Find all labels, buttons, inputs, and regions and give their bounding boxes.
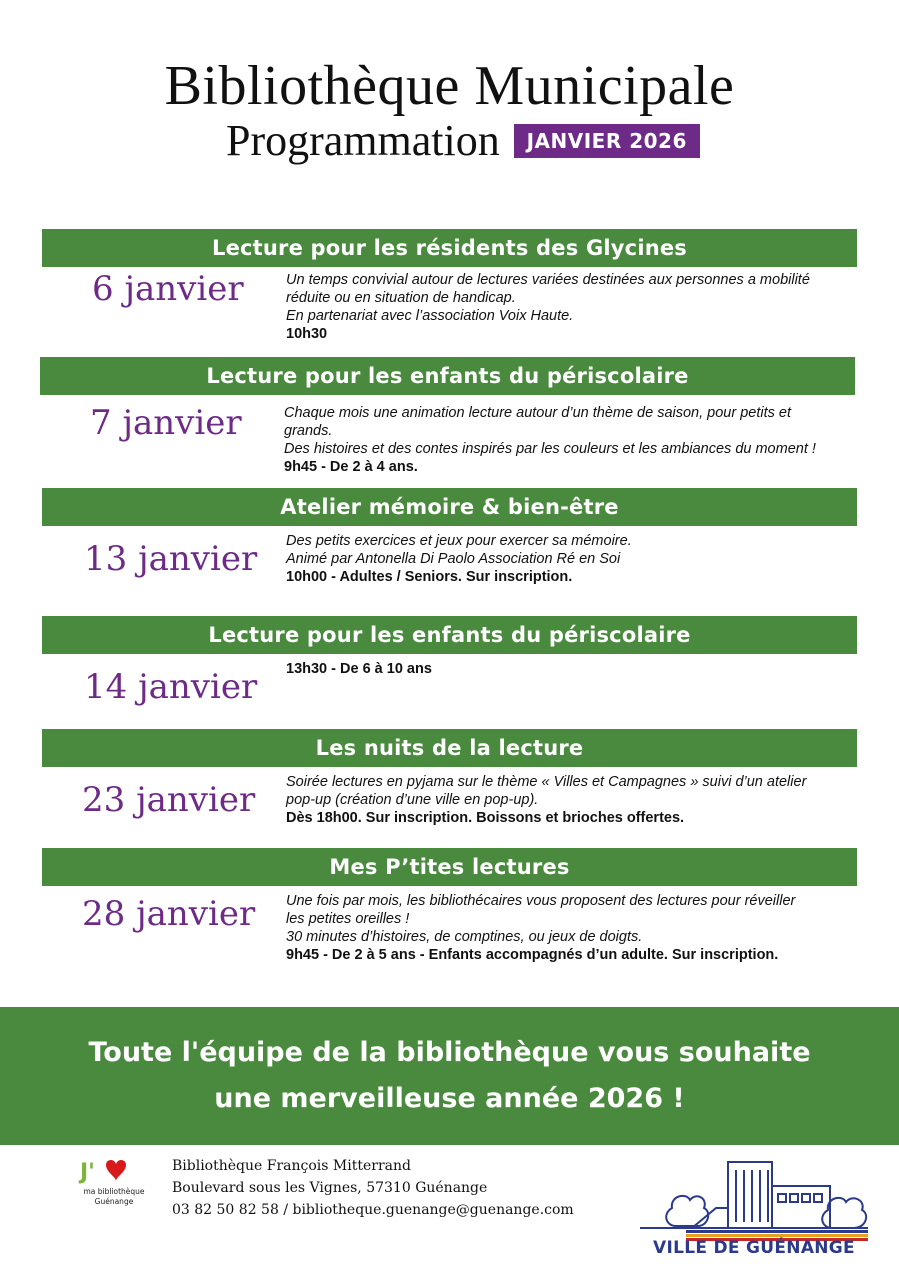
event-title-bar: Lecture pour les enfants du périscolaire <box>40 357 855 395</box>
event-title-bar: Mes P’tites lectures <box>42 848 857 886</box>
subtitle-row <box>226 116 700 166</box>
library-address <box>172 1155 574 1221</box>
svg-text:J': J' <box>80 1160 95 1185</box>
wishes-line-2: une merveilleuse année 2026 ! <box>214 1083 685 1114</box>
event-description-line: Des petits exercices et jeux pour exercer sa mémoire. <box>286 533 632 549</box>
event-description-line: En partenariat avec l’association Voix Haute. <box>286 308 574 324</box>
library-logo <box>76 1155 156 1219</box>
event-body <box>286 271 866 343</box>
event-date: 28 janvier <box>82 894 256 934</box>
wishes-line-1: Toute l'équipe de la bibliothèque vous souhaite <box>88 1037 811 1068</box>
event-body <box>286 773 866 827</box>
event-title-bar: Les nuits de la lecture <box>42 729 857 767</box>
event-description-line: Un temps convivial autour de lectures variées destinées aux personnes a mobilité <box>286 272 810 288</box>
event-description-line: grands. <box>284 423 333 439</box>
event-info: Dès 18h00. Sur inscription. Boissons et brioches offertes. <box>286 810 685 826</box>
event-body <box>286 892 866 964</box>
page-title: Bibliothèque Municipale <box>164 55 735 117</box>
event-info: 10h30 <box>286 326 328 342</box>
subtitle: Programmation <box>226 116 500 165</box>
address-line: Boulevard sous les Vignes, 57310 Guénange <box>172 1180 488 1196</box>
event-body <box>286 532 866 586</box>
event-info: 9h45 - De 2 à 4 ans. <box>284 459 418 475</box>
event-description-line: Des histoires et des contes inspirés par les couleurs et les ambiances du moment ! <box>284 441 816 457</box>
event-description-line: Soirée lectures en pyjama sur le thème « Villes et Campagnes » suivi d’un atelier <box>286 774 807 790</box>
event-description-line: réduite ou en situation de handicap. <box>286 290 516 306</box>
event-description-line: Chaque mois une animation lecture autour d’un thème de saison, pour petits et <box>284 405 792 421</box>
contact-line: 03 82 50 82 58 / bibliotheque.guenange@guenange.com <box>172 1202 574 1218</box>
event-info: 13h30 - De 6 à 10 ans <box>286 661 432 677</box>
event-date: 23 janvier <box>82 780 256 820</box>
event-description-line: Animé par Antonella Di Paolo Association Ré en Soi <box>286 551 621 567</box>
event-title-bar: Lecture pour les enfants du périscolaire <box>42 616 857 654</box>
event-date: 6 janvier <box>92 269 244 309</box>
event-body <box>284 404 864 476</box>
event-info: 9h45 - De 2 à 5 ans - Enfants accompagnés d’un adulte. Sur inscription. <box>286 947 779 963</box>
wishes-banner <box>0 1007 899 1145</box>
event-title-bar: Lecture pour les résidents des Glycines <box>42 229 857 267</box>
event-title-bar: Atelier mémoire & bien-être <box>42 488 857 526</box>
heart-icon <box>76 1155 156 1189</box>
event-body <box>286 660 866 678</box>
city-name: VILLE DE GUÉNANGE <box>653 1238 855 1258</box>
event-date: 13 janvier <box>84 539 258 579</box>
event-info: 10h00 - Adultes / Seniors. Sur inscription. <box>286 569 573 585</box>
address-line: Bibliothèque François Mitterrand <box>172 1158 411 1174</box>
event-date: 14 janvier <box>84 667 258 707</box>
event-description-line: les petites oreilles ! <box>286 911 410 927</box>
library-logo-text: ma bibliothèque Guénange <box>83 1187 145 1206</box>
event-description-line: pop-up (création d’une ville en pop-up). <box>286 792 539 808</box>
event-date: 7 janvier <box>90 403 242 443</box>
event-description-line: 30 minutes d’histoires, de comptines, ou jeux de doigts. <box>286 929 643 945</box>
month-badge: JANVIER 2026 <box>514 124 700 158</box>
event-description-line: Une fois par mois, les bibliothécaires vous proposent des lectures pour réveiller <box>286 893 796 909</box>
